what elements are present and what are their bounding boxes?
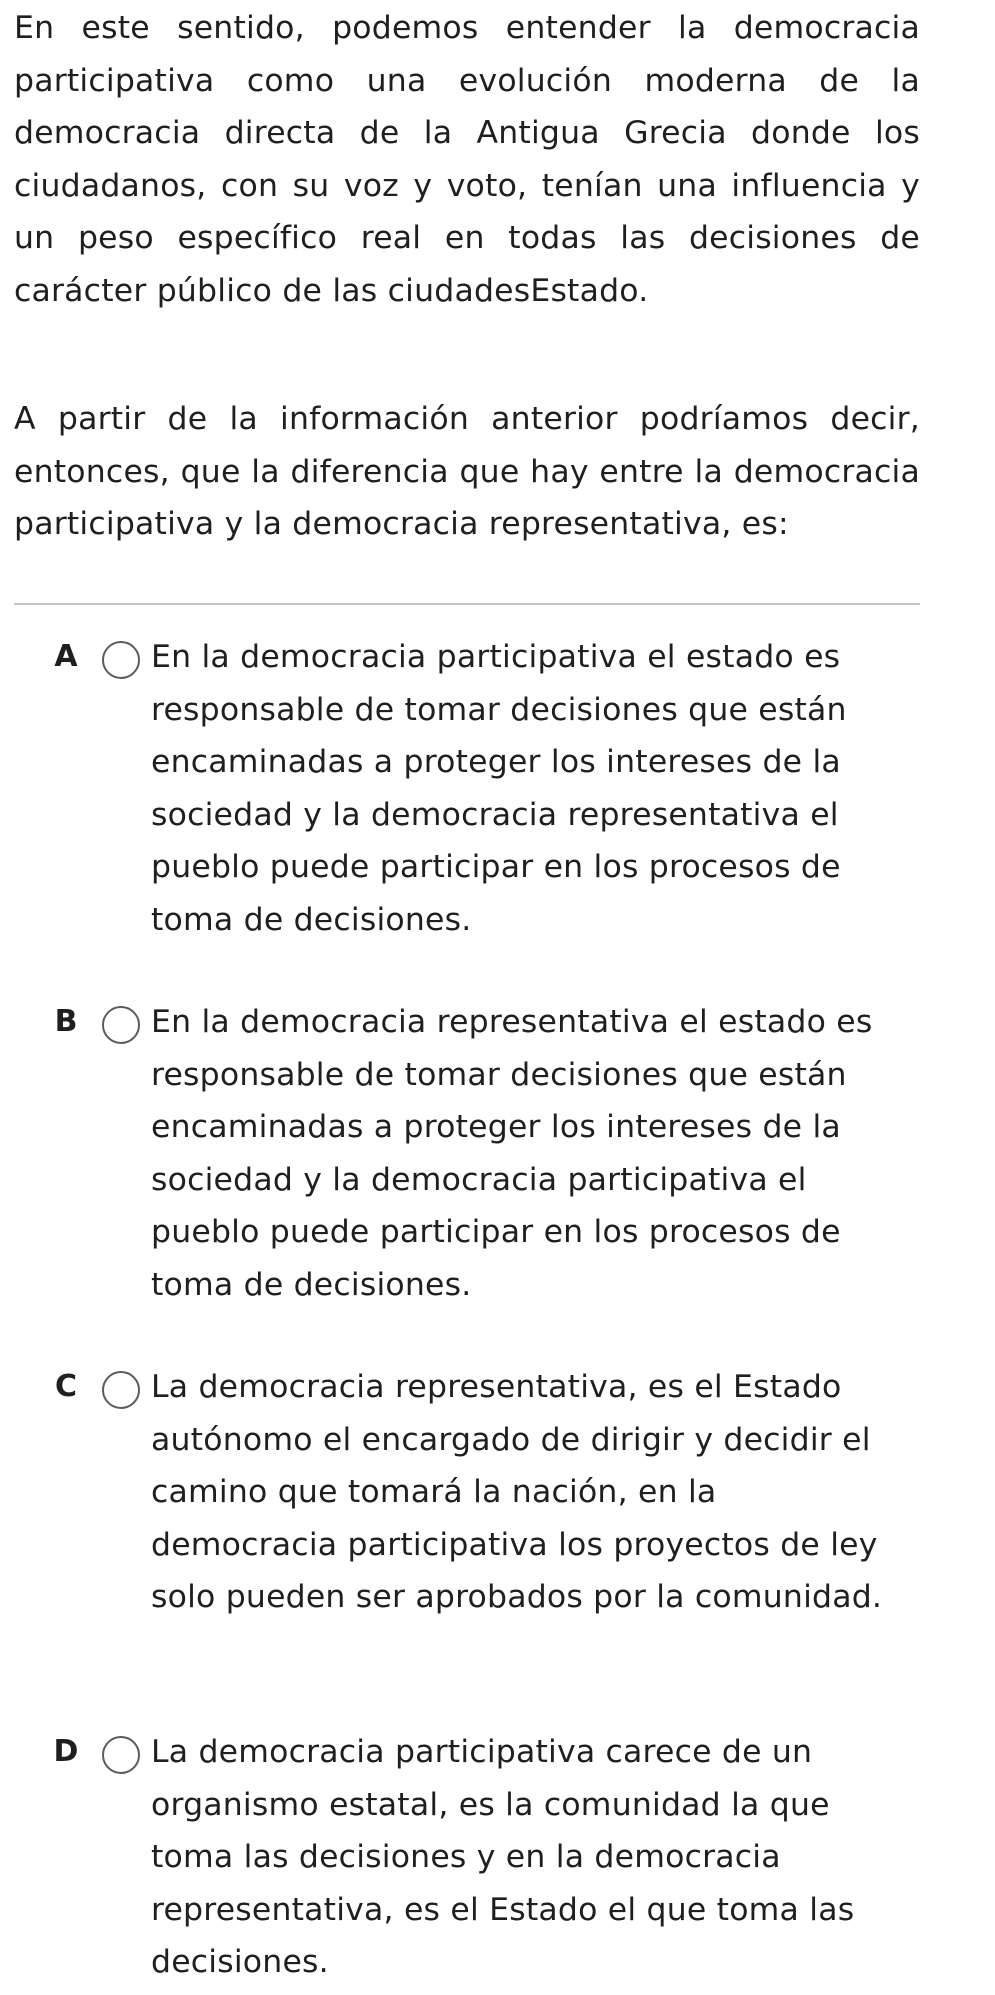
radio-button[interactable]: [102, 1006, 140, 1044]
radio-button[interactable]: [102, 641, 140, 679]
option-text: En la democracia representativa el estado es responsable de tomar decisiones que están encaminadas a proteger los intereses de la sociedad y la democracia participativa el pueblo puede participar en los procesos de toma de decisiones.: [151, 1004, 873, 1303]
question-prompt: A partir de la información anterior podríamos decir, entonces, que la diferencia que hay entre la democracia participativa y la democracia representativa, es:: [14, 401, 920, 542]
context-passage: En este sentido, podemos entender la democracia participativa como una evolución moderna de la democracia directa de la Antigua Grecia donde los ciudadanos, con su voz y voto, tenían una influencia y un peso específico real en todas las decisiones de carácter público de las ciudadesEstado.: [14, 10, 920, 309]
answer-option-b[interactable]: [0, 996, 995, 1311]
option-letter: A: [54, 639, 78, 674]
answer-option-d[interactable]: [0, 1726, 995, 1988]
option-letter: D: [53, 1734, 79, 1769]
option-text: La democracia representativa, es el Estado autónomo el encargado de dirigir y decidir el camino que tomará la nación, en la democracia participativa los proyectos de ley solo pueden ser aprobados por la comunidad.: [151, 1369, 883, 1615]
divider: [14, 603, 920, 605]
option-text: En la democracia participativa el estado es responsable de tomar decisiones que están encaminadas a proteger los intereses de la sociedad y la democracia representativa el pueblo puede participar en los procesos de toma de decisiones.: [151, 639, 847, 938]
answer-option-a[interactable]: [0, 631, 995, 946]
radio-button[interactable]: [102, 1736, 140, 1774]
option-letter: B: [54, 1004, 78, 1039]
option-text: La democracia participativa carece de un organismo estatal, es la comunidad la que toma las decisiones y en la democracia representativa, es el Estado el que toma las decisiones.: [151, 1734, 855, 1980]
radio-button[interactable]: [102, 1371, 140, 1409]
option-letter: C: [54, 1369, 78, 1404]
answer-option-c[interactable]: [0, 1361, 995, 1676]
